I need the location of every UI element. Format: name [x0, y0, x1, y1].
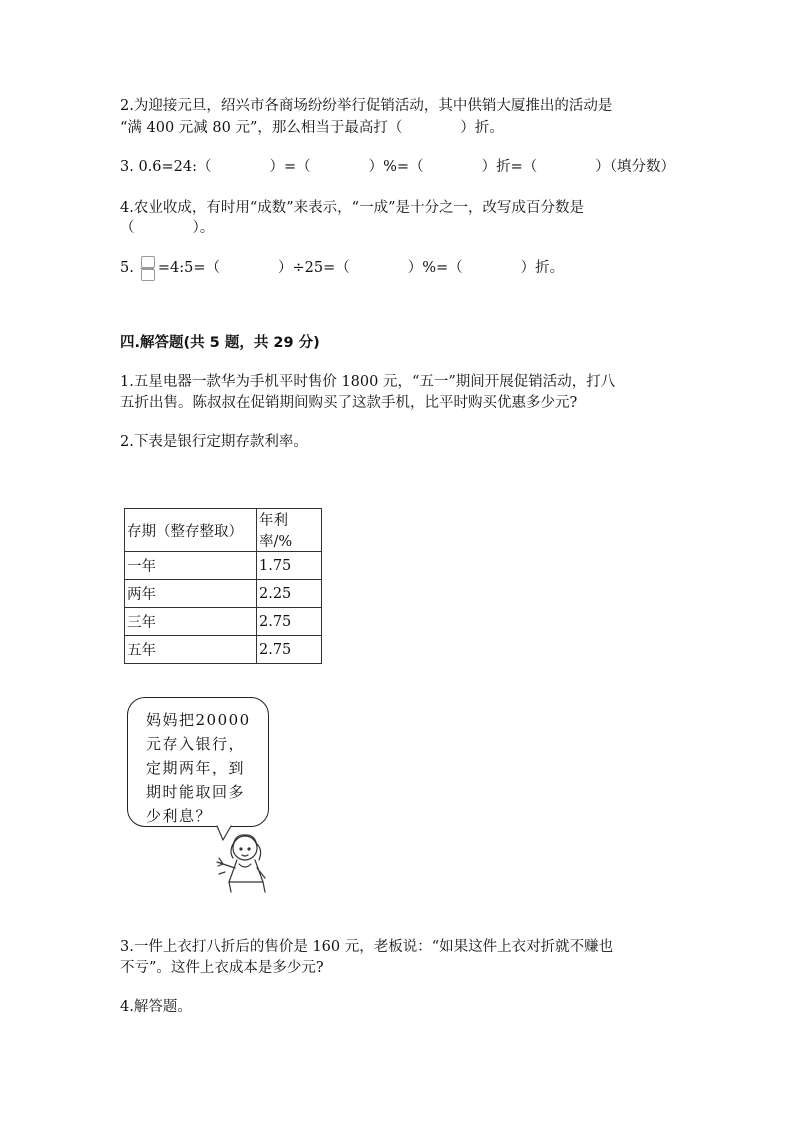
problem-4: 4.解答题。: [120, 999, 192, 1015]
girl-illustration-icon: [205, 820, 275, 896]
question-4-line-1: 4.农业收成，有时用“成数”来表示，“一成”是十分之一，改写成百分数是: [120, 200, 584, 216]
table-row: [125, 608, 322, 636]
table-cell-term: 两年: [125, 580, 257, 608]
problem-2: 2.下表是银行定期存款利率。: [120, 434, 308, 450]
question-4-line-2: （ ）。: [120, 220, 215, 236]
interest-rate-table: [124, 508, 322, 664]
table-row: [125, 552, 322, 580]
table-cell-term: 五年: [125, 636, 257, 664]
problem-1-line-2: 五折出售。陈叔叔在促销期间购买了这款手机，比平时购买优惠多少元?: [120, 395, 578, 411]
table-cell-rate: 1.75: [257, 552, 322, 580]
section-4-title: 四.解答题(共 5 题，共 29 分): [120, 335, 320, 351]
question-2-line-2: “满 400 元减 80 元”，那么相当于最高打（ ）折。: [120, 120, 504, 136]
table-header-row: [125, 509, 322, 552]
bubble-line: 少利息？: [146, 807, 213, 825]
table-cell-term: 三年: [125, 608, 257, 636]
problem-3-line-2: 不亏”。这件上衣成本是多少元?: [120, 960, 324, 976]
bubble-line: 元存入银行，: [146, 735, 246, 753]
table-cell-term: 一年: [125, 552, 257, 580]
table-header-rate: 年利率/%: [257, 509, 322, 552]
speech-bubble: [127, 697, 269, 827]
table-row: [125, 580, 322, 608]
table-cell-rate: 2.75: [257, 636, 322, 664]
bubble-line: 期时能取回多: [146, 783, 246, 801]
problem-1-line-1: 1.五星电器一款华为手机平时售价 1800 元，“五一”期间开展促销活动，打八: [120, 374, 616, 390]
question-5: [120, 256, 564, 280]
question-3: 3. 0.6=24:（ ）=（ ）%=（ ）折=（ ）（填分数）: [120, 159, 675, 175]
question-5-number: 5.: [120, 260, 134, 276]
table-cell-rate: 2.25: [257, 580, 322, 608]
table-header-term: 存期（整存整取）: [125, 509, 257, 552]
question-2-line-1: 2.为迎接元旦，绍兴市各商场纷纷举行促销活动，其中供销大厦推出的活动是: [120, 98, 613, 114]
table-row: [125, 636, 322, 664]
blank-fraction-icon: [140, 256, 154, 280]
bubble-line: 定期两年，到: [146, 759, 246, 777]
bubble-line: 妈妈把20000: [146, 711, 251, 729]
table-cell-rate: 2.75: [257, 608, 322, 636]
problem-3-line-1: 3.一件上衣打八折后的售价是 160 元，老板说：“如果这件上衣对折就不赚也: [120, 939, 614, 955]
question-5-text: =4:5=（ ）÷25=（ ）%=（ ）折。: [157, 260, 565, 276]
